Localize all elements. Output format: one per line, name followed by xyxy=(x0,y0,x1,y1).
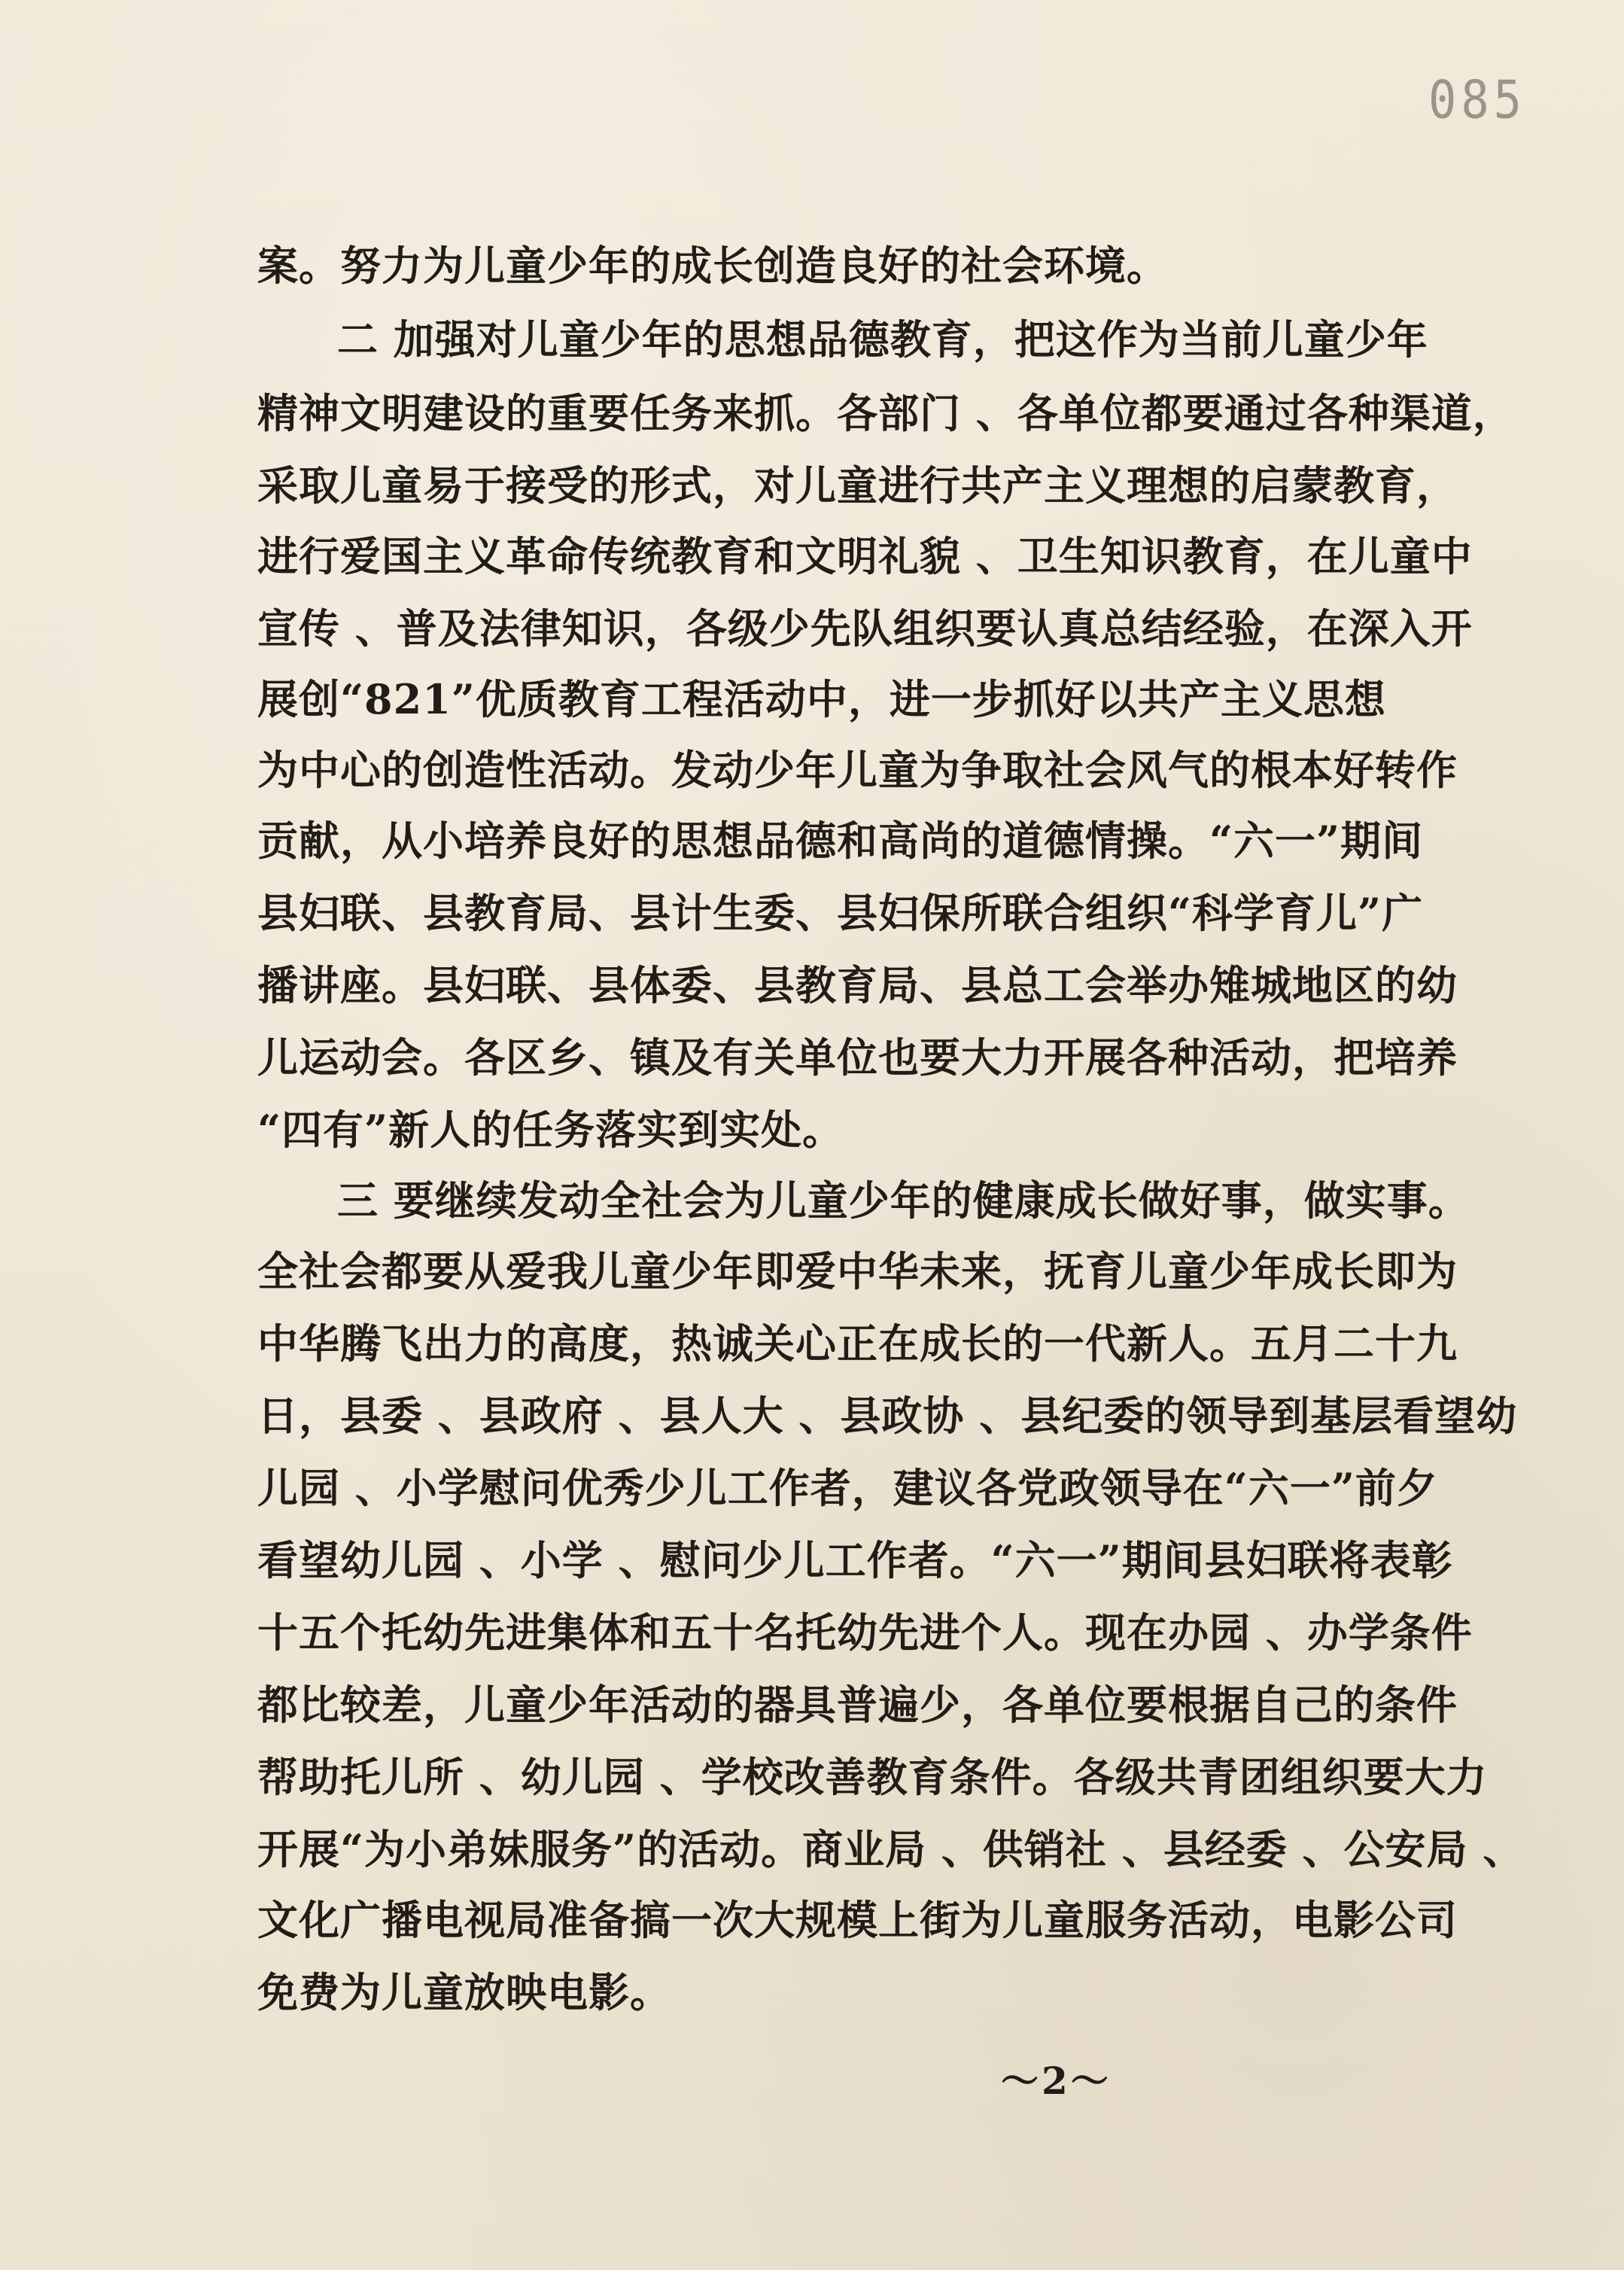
text-line: 三 要继续发动全社会为儿童少年的健康成长做好事，做实事。 xyxy=(337,1176,1470,1225)
text-line: 儿园 、小学慰问优秀少儿工作者，建议各党政领导在“六一”前夕 xyxy=(257,1464,1438,1512)
text-line: “四有”新人的任务落实到实处。 xyxy=(257,1106,844,1154)
text-line: 进行爱国主义革命传统教育和文明礼貌 、卫生知识教育，在儿童中 xyxy=(257,532,1473,580)
text-line: 中华腾飞出力的高度，热诚关心正在成长的一代新人。五月二十九 xyxy=(257,1319,1458,1368)
text-line: 免费为儿童放映电影。 xyxy=(257,1968,671,2016)
text-line: 宣传 、普及法律知识，各级少先队组织要认真总结经验，在深入开 xyxy=(257,604,1473,653)
text-line: 县妇联、县教育局、县计生委、县妇保所联合组织“科学育儿”广 xyxy=(257,889,1424,937)
text-line: 播讲座。县妇联、县体委、县教育局、县总工会举办雉城地区的幼 xyxy=(257,961,1458,1009)
page-number: ～2～ xyxy=(1001,2059,1112,2103)
text-line: 十五个托幼先进集体和五十名托幼先进个人。现在办园 、办学条件 xyxy=(257,1608,1473,1657)
text-line: 全社会都要从爱我儿童少年即爱中华未来，抚育儿童少年成长即为 xyxy=(257,1247,1458,1295)
text-line: 案。努力为儿童少年的成长创造良好的社会环境。 xyxy=(257,242,1168,290)
text-line: 都比较差，儿童少年活动的器具普遍少，各单位要根据自己的条件 xyxy=(257,1681,1458,1729)
text-line: 为中心的创造性活动。发动少年儿童为争取社会风气的根本好转作 xyxy=(257,746,1458,794)
text-line: 二 加强对儿童少年的思想品德教育，把这作为当前儿童少年 xyxy=(337,315,1428,364)
text-line: 精神文明建设的重要任务来抓。各部门 、各单位都要通过各种渠道， xyxy=(257,389,1514,437)
archive-page-stamp: 085 xyxy=(1428,68,1526,131)
text-line: 文化广播电视局准备搞一次大规模上街为儿童服务活动，电影公司 xyxy=(257,1896,1458,1944)
text-line: 儿运动会。各区乡、镇及有关单位也要大力开展各种活动，把培养 xyxy=(257,1033,1458,1082)
text-line: 看望幼儿园 、小学 、慰问少儿工作者。“六一”期间县妇联将表彰 xyxy=(257,1536,1453,1584)
text-line: 采取儿童易于接受的形式，对儿童进行共产主义理想的启蒙教育， xyxy=(257,461,1458,510)
text-line: 开展“为小弟妹服务”的活动。商业局 、供销社 、县经委 、公安局 、 xyxy=(257,1825,1525,1873)
text-line: 贡献，从小培养良好的思想品德和高尚的道德情操。“六一”期间 xyxy=(257,817,1424,865)
text-line: 展创“821”优质教育工程活动中，进一步抓好以共产主义思想 xyxy=(257,675,1386,723)
text-line: 日，县委 、县政府 、县人大 、县政协 、县纪委的领导到基层看望幼 xyxy=(257,1392,1518,1440)
text-line: 帮助托儿所 、幼儿园 、学校改善教育条件。各级共青团组织要大力 xyxy=(257,1753,1488,1801)
